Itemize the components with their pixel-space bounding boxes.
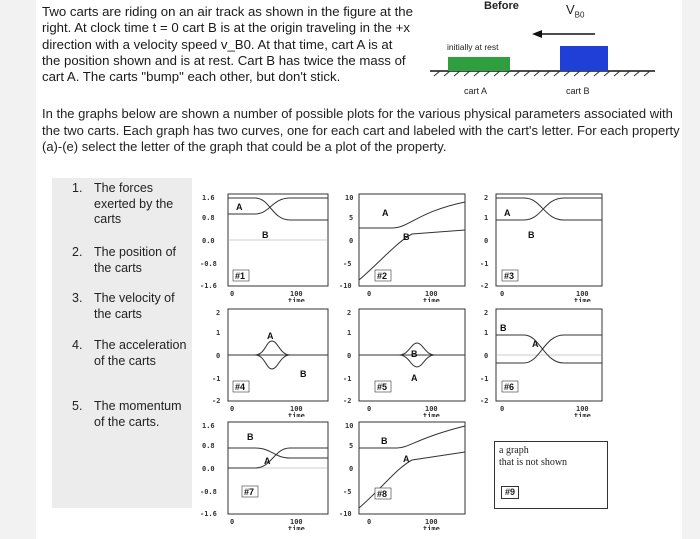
graph-6-label-b: B bbox=[500, 323, 507, 333]
graph-4-id: #4 bbox=[235, 382, 246, 392]
graph-5-ytick-5: -2 bbox=[343, 397, 352, 405]
graph-1-id: #1 bbox=[235, 271, 246, 281]
air-track-figure bbox=[420, 14, 680, 94]
graph-2-ytick-3: 0 bbox=[349, 237, 354, 245]
graph-8-xtick-100: 100 bbox=[425, 518, 438, 526]
graph-6-id: #6 bbox=[504, 382, 515, 392]
graph-7-ytick-3: 0.0 bbox=[202, 465, 215, 473]
graph-8-xlabel: time bbox=[423, 525, 440, 530]
graph-6-ytick-2: 1 bbox=[484, 329, 489, 337]
graph-7 bbox=[200, 418, 335, 530]
graph-3 bbox=[474, 190, 609, 302]
graph-4-ytick-1: 2 bbox=[216, 309, 221, 317]
graph-4-xtick-100: 100 bbox=[290, 405, 303, 413]
graph-8-ytick-2: 5 bbox=[349, 442, 354, 450]
graph-4-ytick-3: 0 bbox=[216, 352, 221, 360]
question-list: 1. The forces exerted by the carts 2. The position of the carts 3. The velocity of the carts 4. The acceleration of the carts 5. The momentum of the carts. bbox=[52, 178, 192, 508]
graph-3-xlabel: time bbox=[574, 297, 591, 302]
graph-5-id: #5 bbox=[377, 382, 388, 392]
graph-7-id: #7 bbox=[244, 487, 255, 497]
graph-3-label-a: A bbox=[504, 208, 511, 218]
graph-2-ytick-4: -5 bbox=[343, 260, 352, 268]
graph-2-ytick-1: 10 bbox=[345, 194, 354, 202]
graph-1-xlabel: time bbox=[288, 297, 305, 302]
graph-9-id: #9 bbox=[501, 486, 519, 499]
instructions: In the graphs below are shown a number of possible plots for the various physical parameters associated with the two carts. Each graph has two curves, one for each cart and labeled with the cart's letter. For each property (a)-(e) select the letter of the graph that could be a plot of the property. bbox=[42, 106, 680, 154]
graph-3-xtick-0: 0 bbox=[500, 290, 505, 298]
graph-1-ytick-2: 0.8 bbox=[202, 214, 215, 222]
graph-5-xtick-0: 0 bbox=[367, 405, 372, 413]
graph-4-label-b: B bbox=[300, 369, 307, 379]
graph-6-xtick-0: 0 bbox=[500, 405, 505, 413]
graph-1-ytick-1: 1.6 bbox=[202, 194, 215, 202]
graph-5-ytick-3: 0 bbox=[347, 352, 352, 360]
before-label: Before bbox=[484, 0, 519, 12]
graph-3-id: #3 bbox=[504, 271, 515, 281]
graph-1 bbox=[200, 190, 335, 302]
graph-8-label-a: A bbox=[403, 454, 410, 464]
problem-statement: Two carts are riding on an air track as shown in the figure at the right. At clock time t = 0 cart B is at the origin traveling in the +x direction with a velocity speed v_B0. At that time, cart A is at the position shown and is at rest. Cart B has twice the mass of cart A. The carts "bump" each other, but don't stick. bbox=[42, 4, 413, 85]
graph-6-xlabel: time bbox=[574, 412, 591, 417]
graph-7-ytick-2: 0.8 bbox=[202, 442, 215, 450]
graph-8-ytick-3: 0 bbox=[349, 465, 354, 473]
graph-5-ytick-1: 2 bbox=[347, 309, 352, 317]
graph-6 bbox=[474, 305, 609, 417]
graph-9-text-1: a graph bbox=[499, 445, 529, 456]
graph-7-xlabel: time bbox=[288, 525, 305, 530]
graph-1-ytick-3: 0.0 bbox=[202, 237, 215, 245]
graph-7-ytick-1: 1.6 bbox=[202, 422, 215, 430]
graph-3-xtick-100: 100 bbox=[576, 290, 589, 298]
graph-3-label-b: B bbox=[528, 230, 535, 240]
graph-2-ytick-2: 5 bbox=[349, 214, 354, 222]
graph-5-ytick-2: 1 bbox=[347, 329, 352, 337]
graph-4-label-a: A bbox=[267, 331, 274, 341]
graph-1-xtick-0: 0 bbox=[230, 290, 235, 298]
initially-at-rest-label: initially at rest bbox=[447, 42, 499, 52]
graph-8-xtick-0: 0 bbox=[367, 518, 372, 526]
graph-2-xlabel: time bbox=[423, 297, 440, 302]
graph-5-label-b: B bbox=[411, 349, 418, 359]
graph-2-id: #2 bbox=[377, 271, 388, 281]
graph-9 bbox=[494, 441, 608, 509]
graph-3-ytick-2: 1 bbox=[484, 214, 489, 222]
graph-4-ytick-4: -1 bbox=[212, 375, 221, 383]
cart-b bbox=[560, 46, 608, 71]
graph-2-label-b: B bbox=[403, 232, 410, 242]
graph-2-label-a: A bbox=[382, 208, 389, 218]
cart-a-label: cart A bbox=[464, 86, 488, 96]
graph-8-frame bbox=[359, 422, 465, 514]
graph-6-ytick-1: 2 bbox=[484, 309, 489, 317]
velocity-arrowhead bbox=[532, 30, 542, 38]
graph-3-ytick-4: -1 bbox=[480, 260, 489, 268]
graph-8-ytick-4: -5 bbox=[343, 488, 352, 496]
graph-5-xtick-100: 100 bbox=[425, 405, 438, 413]
graph-4-ytick-2: 1 bbox=[216, 329, 221, 337]
graph-6-ytick-5: -2 bbox=[480, 397, 489, 405]
graph-8-label-b: B bbox=[381, 436, 388, 446]
graph-4-ytick-5: -2 bbox=[212, 397, 221, 405]
graph-1-ytick-5: -1.6 bbox=[200, 282, 217, 290]
graph-7-ytick-4: -0.8 bbox=[200, 488, 217, 496]
graph-6-label-a: A bbox=[532, 339, 539, 349]
graph-5-label-a: A bbox=[411, 373, 418, 383]
graph-2-ytick-5: -10 bbox=[339, 282, 352, 290]
graph-5-xlabel: time bbox=[423, 412, 440, 417]
graph-6-xtick-100: 100 bbox=[576, 405, 589, 413]
graph-7-xtick-0: 0 bbox=[230, 518, 235, 526]
graph-4-xtick-0: 0 bbox=[230, 405, 235, 413]
graph-2-xtick-0: 0 bbox=[367, 290, 372, 298]
graph-1-label-b: B bbox=[262, 230, 269, 240]
graph-4-xlabel: time bbox=[288, 412, 305, 417]
graph-3-ytick-1: 2 bbox=[484, 194, 489, 202]
velocity-label: $V_{B0}$ bbox=[566, 2, 585, 20]
graph-1-ytick-4: -0.8 bbox=[200, 260, 217, 268]
graph-1-label-a: A bbox=[236, 202, 243, 212]
graph-3-ytick-5: -2 bbox=[480, 282, 489, 290]
graph-6-ytick-4: -1 bbox=[480, 375, 489, 383]
graph-5-ytick-4: -1 bbox=[343, 375, 352, 383]
graph-6-ytick-3: 0 bbox=[484, 352, 489, 360]
cart-b-label: cart B bbox=[566, 86, 590, 96]
graph-7-xtick-100: 100 bbox=[290, 518, 303, 526]
graph-5 bbox=[337, 305, 472, 417]
graph-7-label-b: B bbox=[247, 432, 254, 442]
graph-8-id: #8 bbox=[377, 489, 388, 499]
graph-2-xtick-100: 100 bbox=[425, 290, 438, 298]
graph-2 bbox=[337, 190, 472, 302]
graph-9-text-2: that is not shown bbox=[499, 457, 568, 468]
graph-4 bbox=[200, 305, 335, 417]
cart-a bbox=[448, 57, 510, 71]
graph-3-ytick-3: 0 bbox=[484, 237, 489, 245]
graph-8-ytick-1: 10 bbox=[345, 422, 354, 430]
graph-7-label-a: A bbox=[264, 456, 271, 466]
graph-8-ytick-5: -10 bbox=[339, 510, 352, 518]
graph-1-xtick-100: 100 bbox=[290, 290, 303, 298]
graph-7-ytick-5: -1.6 bbox=[200, 510, 217, 518]
graph-8 bbox=[337, 418, 472, 530]
